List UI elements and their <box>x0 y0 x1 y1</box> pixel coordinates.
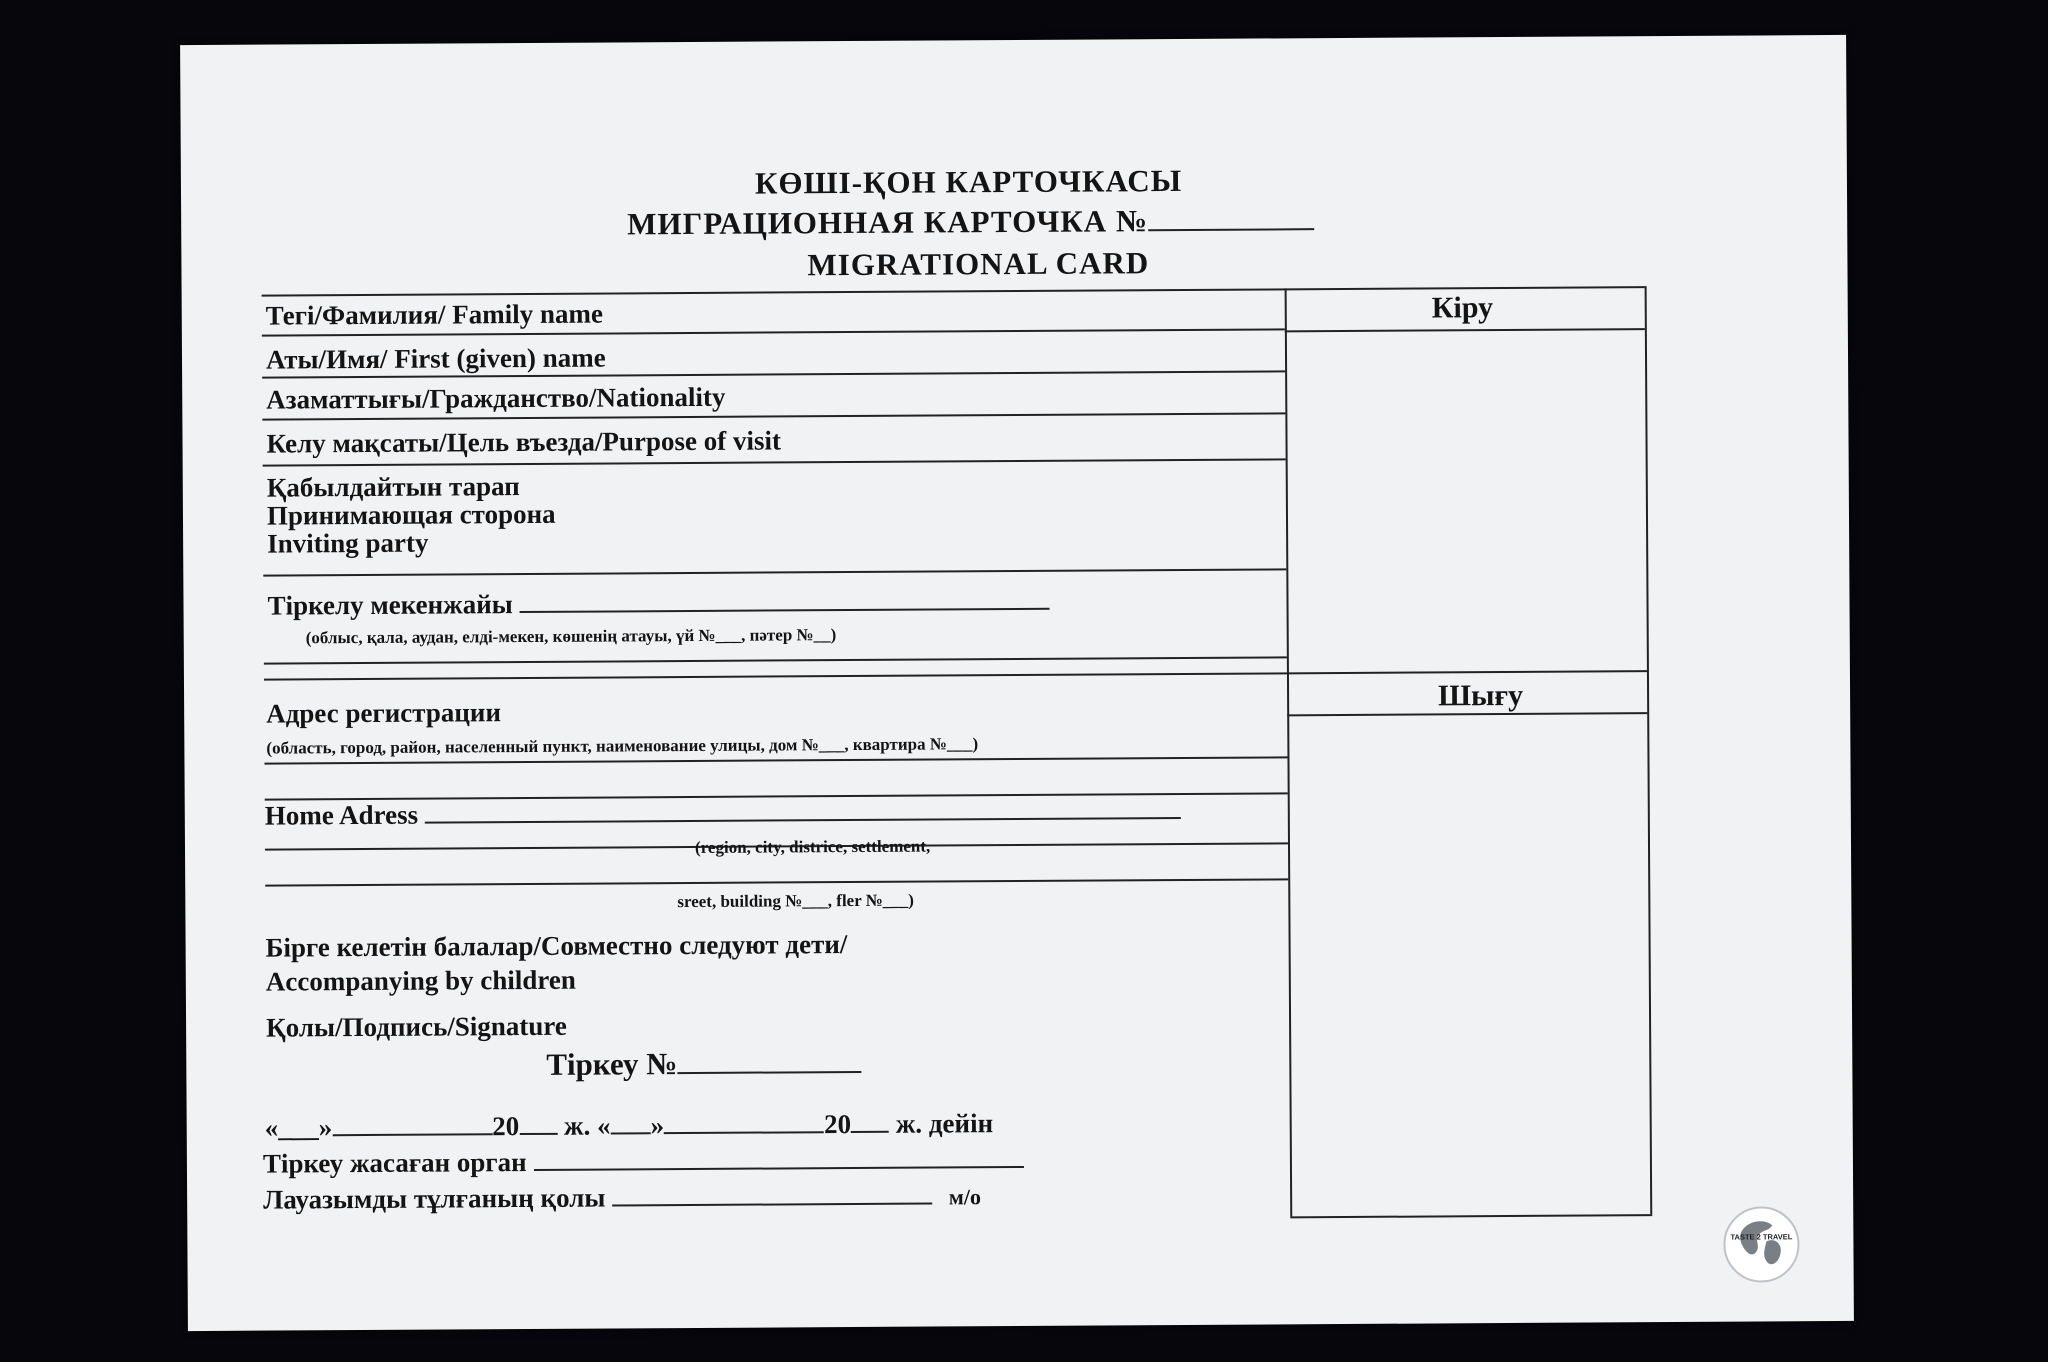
registration-number-label: Тіркеу № <box>546 1046 678 1082</box>
migration-card <box>180 35 1854 1331</box>
signature-label: Қолы/Подпись/Signature <box>265 1010 567 1043</box>
children-label: Бірге келетін балалар/Совместно следуют дети/ <box>265 929 848 963</box>
exit-stamp-title: Шығу <box>1437 678 1524 713</box>
globe-logo-icon <box>1722 1205 1800 1283</box>
date-until: ж. дейін <box>895 1108 994 1139</box>
first-name-label: Аты/Имя/ First (given) name <box>265 342 606 375</box>
date-20-a: 20 <box>492 1111 520 1142</box>
authority-label: Тіркеу жасаған орган <box>262 1147 527 1179</box>
title-kazakh: КӨШІ-ҚОН КАРТОЧКАСЫ <box>754 162 1183 201</box>
date-range <box>265 1108 994 1143</box>
entry-stamp-area[interactable] <box>1286 330 1646 712</box>
registration-number-field[interactable] <box>677 1049 861 1074</box>
official-signature-field[interactable] <box>612 1181 932 1207</box>
stamp-place-label: м/о <box>948 1184 982 1210</box>
reg-address-kz-rule <box>264 656 1287 664</box>
home-address-field[interactable] <box>425 795 1181 824</box>
official-signature-row <box>263 1180 981 1215</box>
family-name-label: Тегі/Фамилия/ Family name <box>265 298 603 331</box>
date-20-b: 20 <box>823 1109 852 1140</box>
card-number-field[interactable] <box>1148 206 1314 231</box>
home-address-hint1: (region, city, districe, settlement, <box>694 836 931 857</box>
exit-stamp-area[interactable] <box>1288 714 1649 1214</box>
inviting-kz-label: Қабылдайтын тарап <box>266 471 520 503</box>
authority-field[interactable] <box>533 1144 1023 1171</box>
rule-5 <box>263 568 1286 576</box>
date-start-field[interactable] <box>332 1111 492 1136</box>
side-box-bottom-border <box>1290 1214 1652 1218</box>
date-zh: ж. « <box>563 1110 611 1141</box>
logo-text: TASTE 2 TRAVEL <box>1730 1232 1793 1242</box>
home-address-text: Home Adress <box>264 799 419 831</box>
title-russian-text: МИГРАЦИОННАЯ КАРТОЧКА № <box>627 203 1149 242</box>
nationality-label: Азаматтығы/Гражданство/Nationality <box>266 381 726 415</box>
reg-address-kz-hint: (облыс, қала, аудан, елді-мекен, көшенің атауы, үй №___, пәтер №__) <box>305 625 837 648</box>
official-signature-label: Лауазымды тұлғаның қолы <box>263 1182 606 1215</box>
year-start-field[interactable] <box>519 1111 557 1135</box>
reg-address-kz-field[interactable] <box>519 586 1049 613</box>
rule-4 <box>263 458 1286 466</box>
day-end-field[interactable] <box>610 1110 650 1134</box>
purpose-label: Келу мақсаты/Цель въезда/Purpose of visit <box>266 425 782 459</box>
reg-address-kz-label <box>267 586 1049 622</box>
home-address-hint2: sreet, building №___, fler №___) <box>677 890 914 912</box>
children-en-label: Accompanying by children <box>265 964 576 997</box>
authority-row <box>263 1144 1024 1180</box>
reg-address-ru-hint: (область, город, район, населенный пункт, наименование улицы, дом №___, квартира №___) <box>266 734 979 758</box>
date-open-quote[interactable]: «___» <box>264 1112 333 1143</box>
year-end-field[interactable] <box>851 1109 889 1133</box>
reg-address-ru-label: Адрес регистрации <box>266 697 502 729</box>
registration-number <box>546 1045 861 1083</box>
title-english: MIGRATIONAL CARD <box>807 245 1150 283</box>
entry-stamp-title: Кіру <box>1431 291 1494 325</box>
title-russian <box>627 202 1314 242</box>
home-address-label <box>265 795 1181 832</box>
reg-address-kz-text: Тіркелу мекенжайы <box>267 589 513 621</box>
inviting-ru-label: Принимающая сторона <box>266 498 556 531</box>
home-address-rule <box>265 878 1288 886</box>
date-end-field[interactable] <box>664 1109 824 1134</box>
date-close-quote: » <box>650 1110 665 1141</box>
inviting-en-label: Inviting party <box>267 527 429 559</box>
